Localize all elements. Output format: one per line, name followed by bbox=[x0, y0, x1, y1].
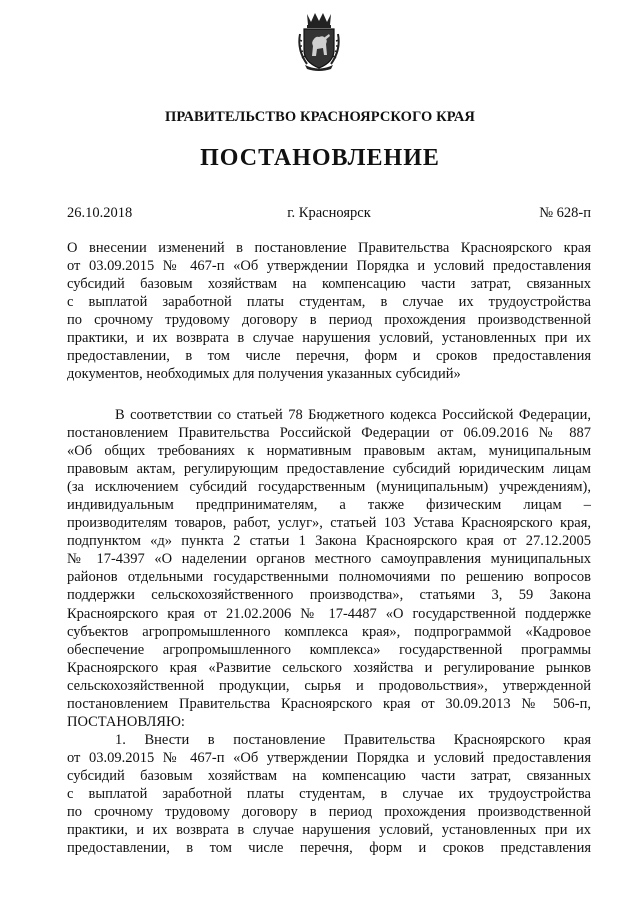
body-line: № 17-4397 «О наделении органов местного самоуправления муниципальных bbox=[67, 551, 591, 568]
clause-line: практики, и их возврата в случае нарушения условий, установленных при их bbox=[67, 822, 591, 839]
clause-line: 1. Внести в постановление Правительства Красноярского края bbox=[115, 731, 591, 748]
body-line: субъектов агропромышленного комплекса края», подпрограммой «Кадровое bbox=[67, 623, 591, 640]
body-line: постановлением Правительства Российской Федерации от 06.09.2016 № 887 bbox=[67, 425, 591, 442]
body-line: постановлением Правительства Красноярского края от 30.09.2013 № 506-п, bbox=[67, 695, 591, 712]
clause-line: от 03.09.2015 № 467-п «Об утверждении Порядка и условий предоставления bbox=[67, 749, 591, 766]
title-line: О внесении изменений в постановление Правительства Красноярского края bbox=[67, 240, 591, 256]
resolve-line: ПОСТАНОВЛЯЮ: bbox=[67, 713, 185, 730]
body-line: (за исключением субсидий государственным (муниципальным) учреждениям), bbox=[67, 479, 591, 496]
body-line: районов отдельными государственными полномочиями по решению вопросов bbox=[67, 569, 591, 586]
title-line: субсидий базовым хозяйствам на компенсацию части затрат, связанных bbox=[67, 276, 591, 293]
body-line: индивидуальным предпринимателям, а также физическим лицам – bbox=[67, 497, 591, 514]
title-line: практики, и их возврата в случае нарушения условий, установленных при их bbox=[67, 330, 591, 347]
krasnoyarsk-coat-of-arms-icon bbox=[295, 10, 343, 72]
body-line: подпунктом «д» пункта 2 статьи 1 Закона Красноярского края от 27.12.2005 bbox=[67, 533, 591, 550]
document-type-title: ПОСТАНОВЛЕНИЕ bbox=[200, 145, 440, 171]
body-line: производителям товаров, работ, услуг», статьей 103 Устава Красноярского края, bbox=[67, 515, 591, 532]
resolution-title bbox=[67, 239, 591, 383]
document-city: г. Красноярск bbox=[287, 205, 371, 221]
body-line: «Об общих требованиях к нормативным правовым актам, муниципальным bbox=[67, 443, 591, 460]
title-line: предоставлении, в том числе перечня, форм и сроков предоставления bbox=[67, 348, 591, 365]
title-line: по срочному трудовому договору в период прохождения производственной bbox=[67, 312, 591, 329]
government-name: ПРАВИТЕЛЬСТВО КРАСНОЯРСКОГО КРАЯ bbox=[164, 109, 475, 125]
title-line: от 03.09.2015 № 467-п «Об утверждении Порядка и условий предоставления bbox=[67, 258, 591, 275]
document-number: № 628-п bbox=[539, 205, 591, 221]
body-line: правовым актам, регулирующим предоставление субсидий юридическим лицам bbox=[67, 461, 591, 478]
body-line: Красноярского края от 21.02.2006 № 17-4487 «О государственной поддержке bbox=[67, 605, 591, 622]
title-line: с выплатой заработной платы студентам, в случае их трудоустройства bbox=[67, 294, 591, 311]
clause-line: субсидий базовым хозяйствам на компенсацию части затрат, связанных bbox=[67, 767, 591, 784]
clause-line: по срочному трудовому договору в период прохождения производственной bbox=[67, 804, 591, 821]
body-line: В соответствии со статьей 78 Бюджетного кодекса Российской Федерации, bbox=[115, 407, 591, 423]
clause-line: предоставлении, в том числе перечня, форм и сроков представления bbox=[67, 840, 591, 857]
document-date: 26.10.2018 bbox=[67, 205, 133, 221]
title-line: документов, необходимых для получения указанных субсидий» bbox=[67, 366, 461, 383]
resolution-body bbox=[67, 406, 591, 857]
clause-line: с выплатой заработной платы студентам, в случае их трудоустройства bbox=[67, 785, 591, 802]
body-line: сельскохозяйственной продукции, сырья и продовольствия», утвержденной bbox=[67, 677, 591, 694]
body-line: Красноярского края «Развитие сельского хозяйства и регулирование рынков bbox=[67, 659, 591, 676]
body-line: обеспечение агропромышленного комплекса» государственной программы bbox=[67, 641, 591, 658]
body-line: поддержки сельскохозяйственного производства», статьями 3, 59 Закона bbox=[67, 587, 591, 604]
